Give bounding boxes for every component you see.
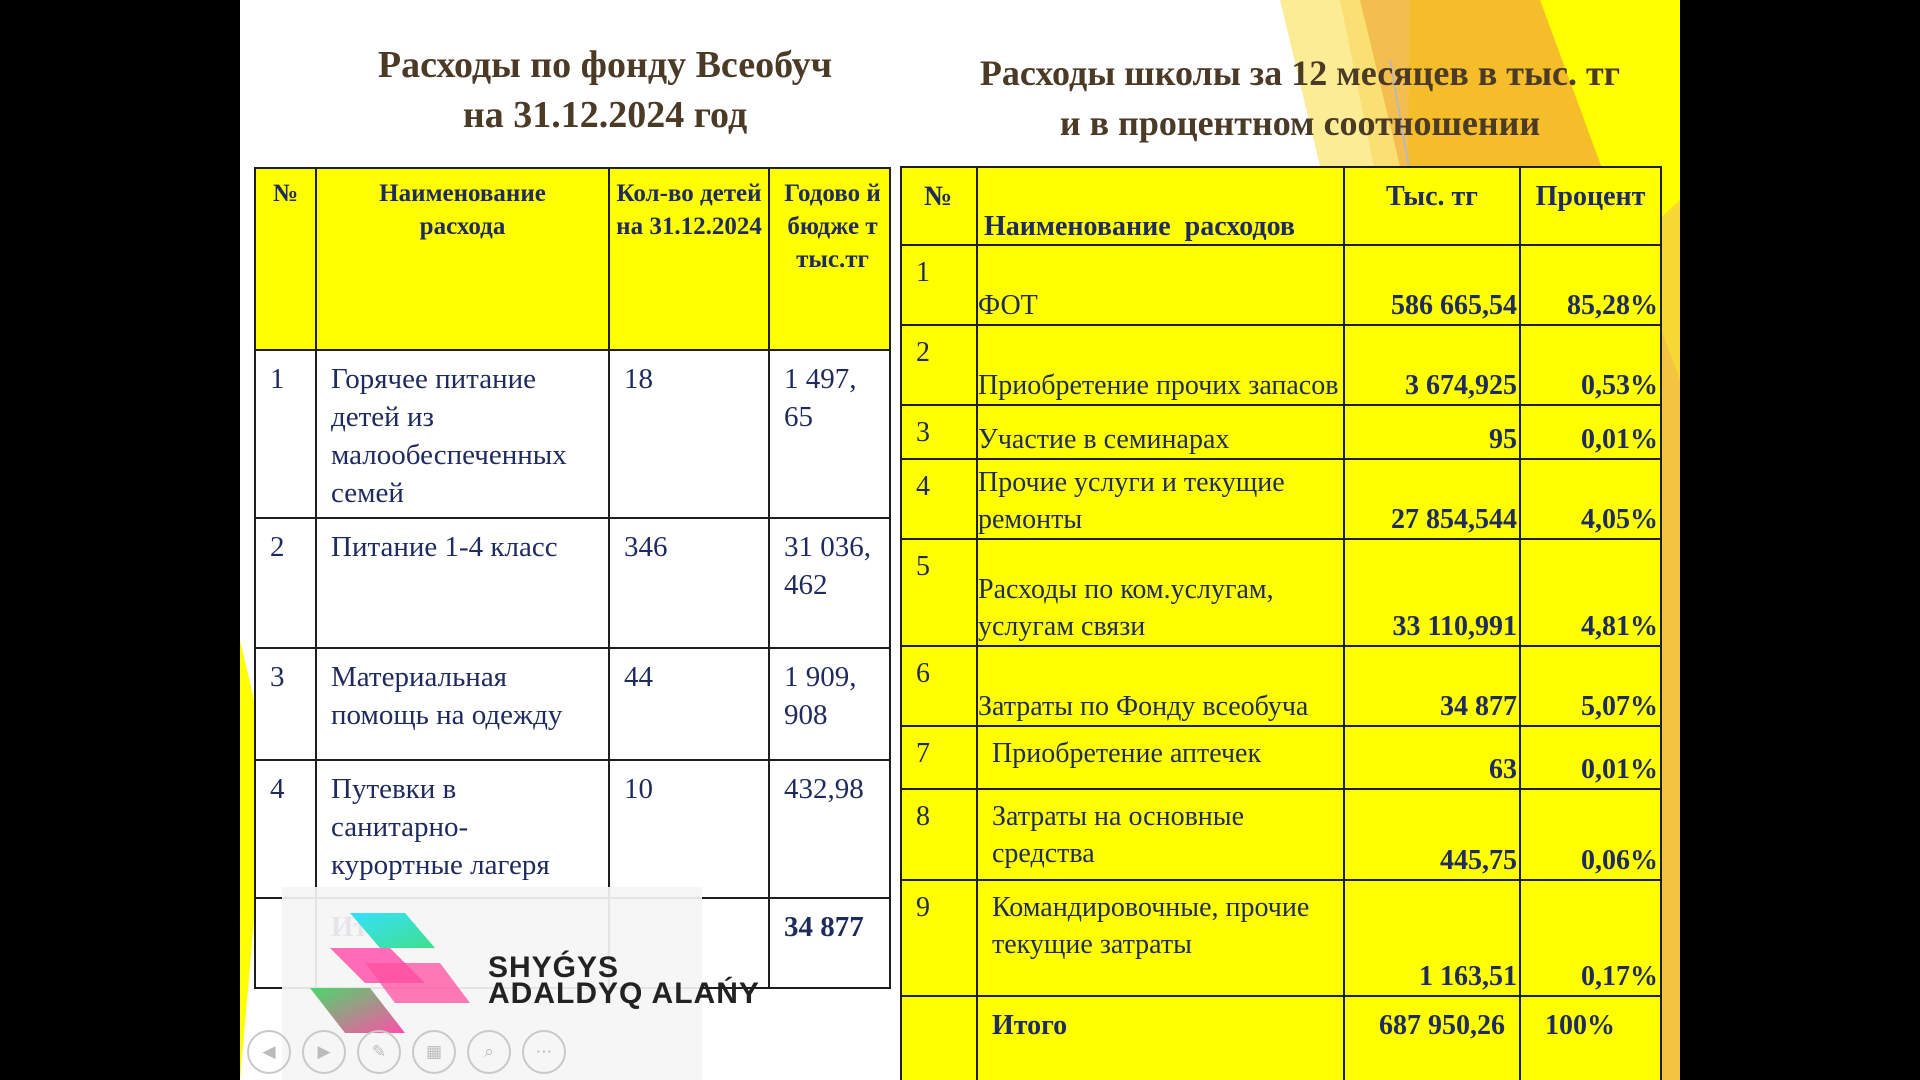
- row-count: 44: [609, 648, 769, 760]
- row-name: Горячее питание детей из малообеспеченных семей: [316, 350, 609, 518]
- row-name: Прочие услуги и текущие ремонты: [977, 459, 1344, 539]
- title-right: [935, 48, 1665, 148]
- row-percent: 0,01%: [1520, 726, 1661, 789]
- row-budget: 1 909, 908: [769, 648, 890, 760]
- row-name: Расходы по ком.услугам, услугам связи: [977, 539, 1344, 646]
- row-num: 2: [901, 325, 977, 405]
- row-num: 7: [901, 726, 977, 789]
- row-amount: 1 163,51: [1344, 880, 1520, 996]
- row-percent: 4,05%: [1520, 459, 1661, 539]
- slides-icon[interactable]: ▦: [412, 1030, 456, 1074]
- row-num: 2: [255, 518, 316, 648]
- table-row: [901, 789, 1661, 880]
- prev-icon[interactable]: ◀: [247, 1030, 291, 1074]
- row-count: 10: [609, 760, 769, 898]
- table-row: [901, 405, 1661, 459]
- row-count: 346: [609, 518, 769, 648]
- watermark-line-1: SHYǴYS: [488, 951, 620, 984]
- table-row: [901, 646, 1661, 726]
- row-percent: 0,53%: [1520, 325, 1661, 405]
- row-num: 8: [901, 789, 977, 880]
- table-row: [901, 726, 1661, 789]
- header-percent: Процент: [1520, 167, 1661, 245]
- slide: [240, 0, 1680, 1080]
- header-count: Кол-во детей на 31.12.2024: [609, 168, 769, 350]
- table-row: [901, 539, 1661, 646]
- school-expenses-table: [900, 166, 1662, 1080]
- row-percent: 0,01%: [1520, 405, 1661, 459]
- total-label: Итого: [977, 996, 1344, 1080]
- row-name: Материальная помощь на одежду: [316, 648, 609, 760]
- row-budget: 1 497, 65: [769, 350, 890, 518]
- row-amount: 63: [1344, 726, 1520, 789]
- row-num: 3: [901, 405, 977, 459]
- watermark-logo-icon: [310, 908, 470, 1048]
- row-num: 9: [901, 880, 977, 996]
- row-name: Приобретение прочих запасов: [977, 325, 1344, 405]
- header-budget: Годово й бюдже т тыс.тг: [769, 168, 890, 350]
- row-name: Командировочные, прочие текущие затраты: [977, 880, 1344, 996]
- title-left-line-1: Расходы по фонду Всеобуч: [377, 44, 833, 86]
- row-name: Затраты по Фонду всеобуча: [977, 646, 1344, 726]
- total-percent: 100%: [1520, 996, 1661, 1080]
- table-header-row: [901, 167, 1661, 245]
- table-row: [255, 518, 890, 648]
- row-num: 4: [255, 760, 316, 898]
- table-row: [901, 880, 1661, 996]
- total-num: [901, 996, 977, 1080]
- row-percent: 5,07%: [1520, 646, 1661, 726]
- table-row: [255, 760, 890, 898]
- table-row: [901, 325, 1661, 405]
- row-amount: 33 110,991: [1344, 539, 1520, 646]
- total-amount: 687 950,26: [1344, 996, 1520, 1080]
- title-left-line-2: на 31.12.2024 год: [462, 94, 748, 136]
- row-budget: 31 036, 462: [769, 518, 890, 648]
- row-amount: 95: [1344, 405, 1520, 459]
- title-right-line-1: Расходы школы за 12 месяцев в тыс. тг: [979, 53, 1621, 93]
- row-name: Участие в семинарах: [977, 405, 1344, 459]
- header-num: №: [255, 168, 316, 350]
- row-num: 6: [901, 646, 977, 726]
- title-left: [355, 40, 855, 140]
- table-total-row: [901, 996, 1661, 1080]
- header-amount: Тыс. тг: [1344, 167, 1520, 245]
- watermark-text: [488, 951, 760, 1010]
- row-percent: 4,81%: [1520, 539, 1661, 646]
- row-name: Путевки в санитарно-курортные лагеря: [316, 760, 609, 898]
- row-num: 5: [901, 539, 977, 646]
- row-percent: 0,17%: [1520, 880, 1661, 996]
- table-row: [255, 350, 890, 518]
- header-num: №: [901, 167, 977, 245]
- table-row: [901, 245, 1661, 325]
- pen-icon[interactable]: ✎: [357, 1030, 401, 1074]
- row-amount: 3 674,925: [1344, 325, 1520, 405]
- row-num: 4: [901, 459, 977, 539]
- row-amount: 445,75: [1344, 789, 1520, 880]
- table-header-row: [255, 168, 890, 350]
- header-name: Наименование расхода: [316, 168, 609, 350]
- zoom-icon[interactable]: ⌕: [467, 1030, 511, 1074]
- row-amount: 586 665,54: [1344, 245, 1520, 325]
- table-row: [901, 459, 1661, 539]
- table-row: [255, 648, 890, 760]
- watermark-line-2: ADALDYQ ALAŃY: [488, 977, 760, 1010]
- row-percent: 0,06%: [1520, 789, 1661, 880]
- row-name: Приобретение аптечек: [977, 726, 1344, 789]
- vseobuch-table: [254, 167, 891, 989]
- more-icon[interactable]: ⋯: [522, 1030, 566, 1074]
- next-icon[interactable]: ▶: [302, 1030, 346, 1074]
- header-name: Наименование расходов: [977, 167, 1344, 245]
- row-budget: 432,98: [769, 760, 890, 898]
- row-amount: 27 854,544: [1344, 459, 1520, 539]
- row-name: Затраты на основные средства: [977, 789, 1344, 880]
- row-percent: 85,28%: [1520, 245, 1661, 325]
- row-name: ФОТ: [977, 245, 1344, 325]
- row-count: 18: [609, 350, 769, 518]
- row-num: 1: [901, 245, 977, 325]
- title-right-line-2: и в процентном соотношении: [1059, 103, 1541, 143]
- row-name: Питание 1-4 класс: [316, 518, 609, 648]
- row-amount: 34 877: [1344, 646, 1520, 726]
- row-num: 3: [255, 648, 316, 760]
- row-num: 1: [255, 350, 316, 518]
- total-budget: 34 877: [769, 898, 890, 988]
